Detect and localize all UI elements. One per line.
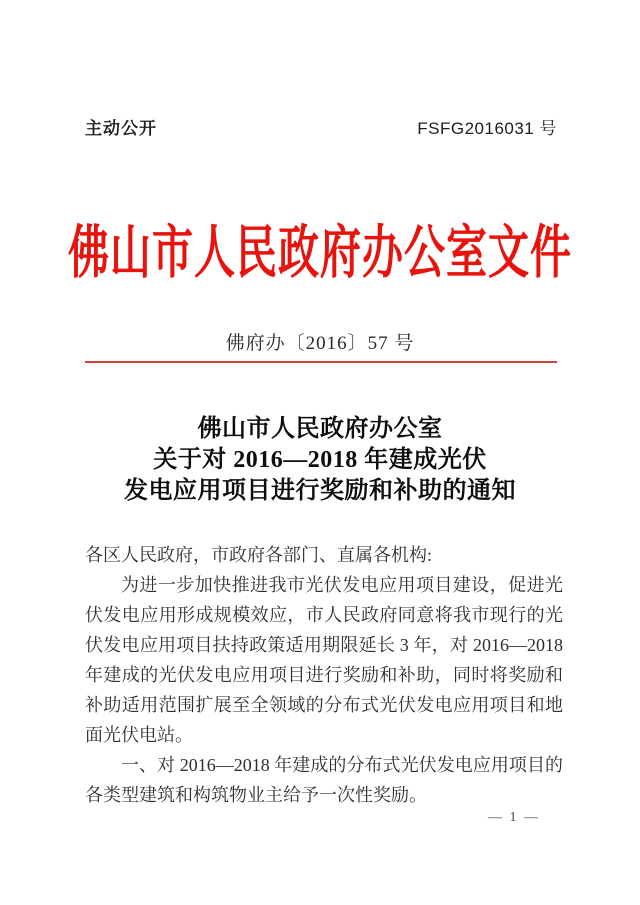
notice-title-line2: 关于对 2016—2018 年建成光伏 [153, 447, 487, 473]
paragraph-2: 一、对 2016—2018 年建成的分布式光伏发电应用项目的各类型建筑和构筑物业主给予一次性奖励。 [85, 755, 563, 805]
document-number: 佛府办〔2016〕57 号 [225, 333, 415, 354]
page-number: — 1 — [488, 810, 540, 825]
notice-title-line1: 佛山市人民政府办公室 [197, 416, 443, 442]
notice-title [0, 414, 640, 507]
notice-body [85, 540, 563, 810]
paragraph-1: 为进一步加快推进我市光伏发电应用项目建设，促进光伏发电应用形成规模效应，市人民政府同意将我市现行的光伏发电应用项目扶持政策适用期限延长 3 年，对 2016—2018 年建成的光伏发电应用项目进行奖励和补助，同时将奖励和补助适用范围扩展至全领域的分布式光伏发电应用项目和地面光伏电站。 [85, 575, 563, 745]
issuing-office-masthead: 佛山市人民政府办公室文件 [68, 220, 572, 285]
document-header [85, 114, 557, 139]
document-code: FSFG2016031 号 [417, 119, 557, 138]
notice-title-line3: 发电应用项目进行奖励和补助的通知 [124, 478, 516, 504]
salutation: 各区人民政府，市政府各部门、直属各机构: [85, 545, 432, 565]
disclosure-label: 主动公开 [85, 119, 157, 138]
red-divider-line [85, 361, 557, 363]
